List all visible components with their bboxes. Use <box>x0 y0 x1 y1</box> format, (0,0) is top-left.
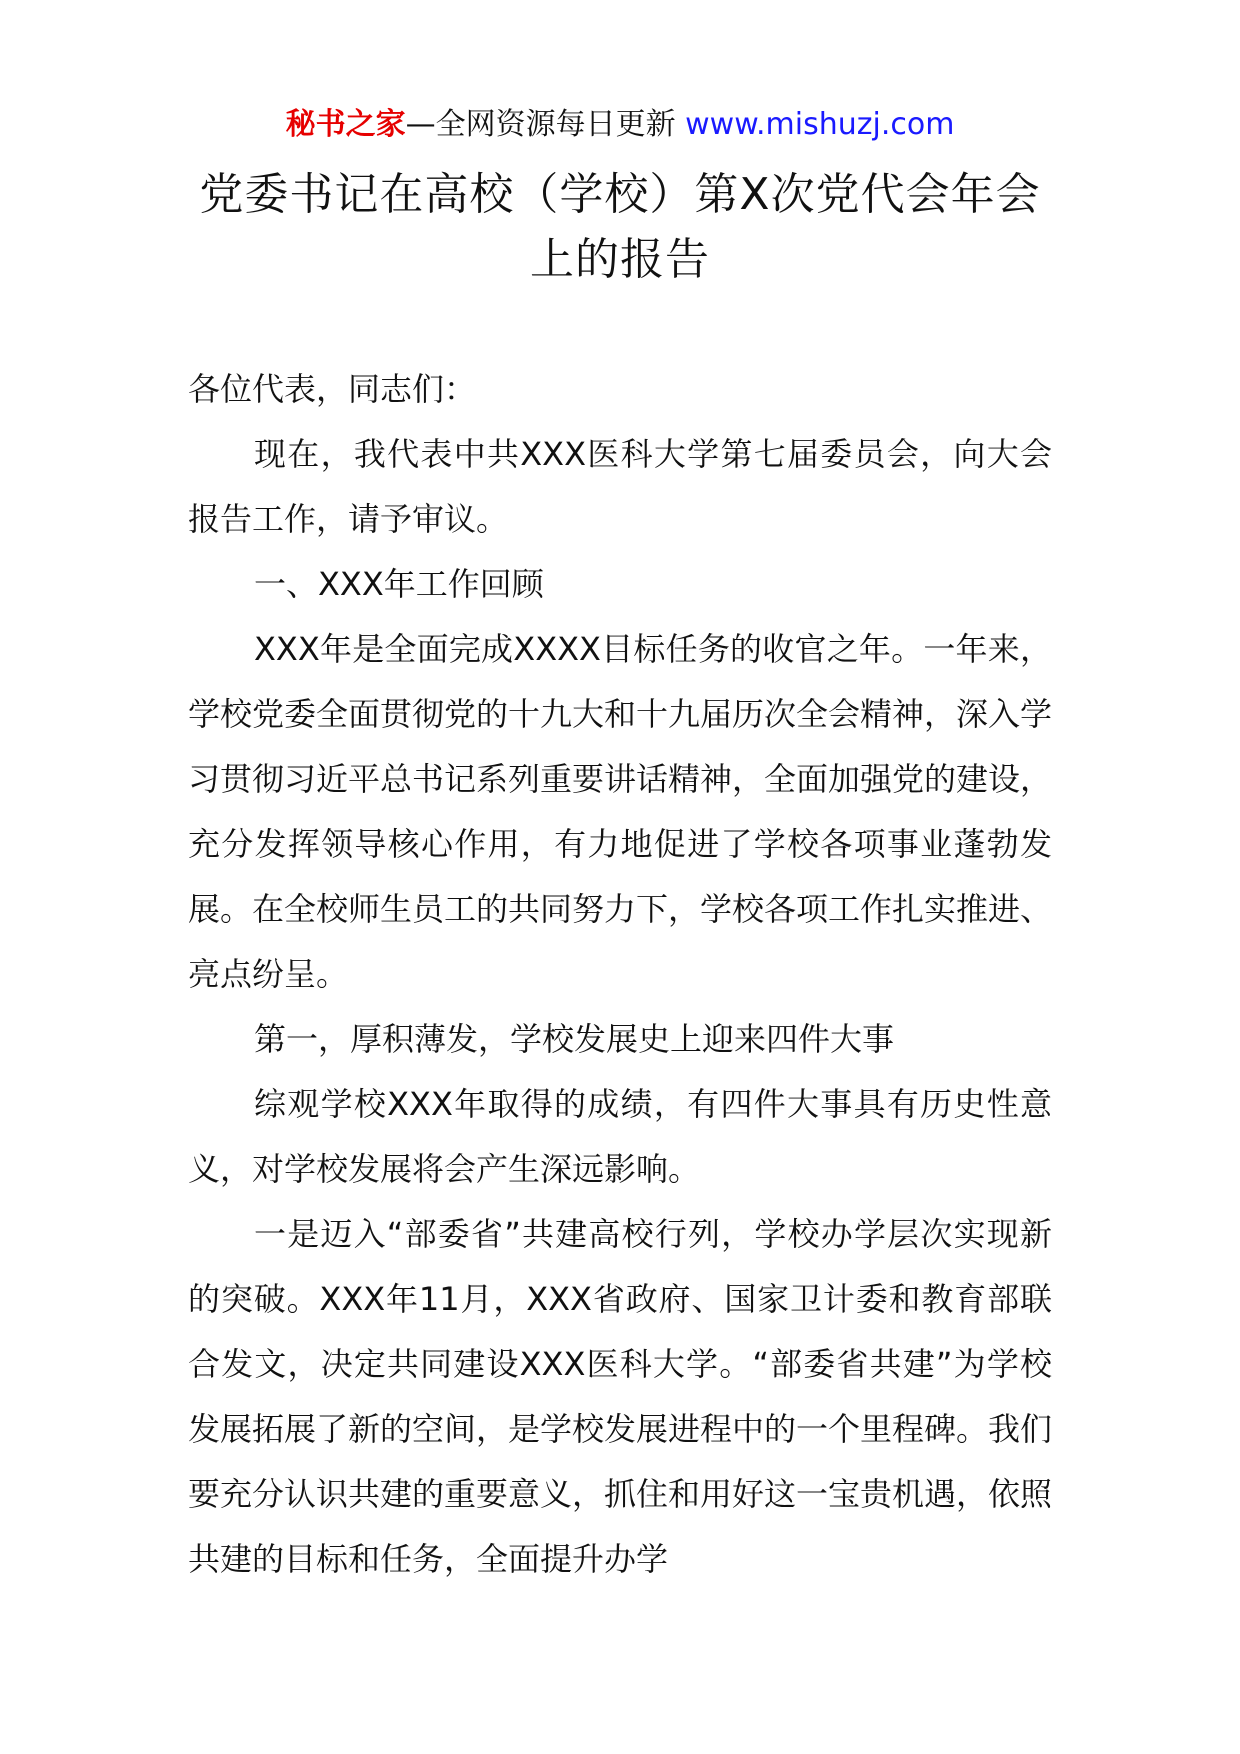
document-title: 党委书记在高校（学校）第X次党代会年会上的报告 <box>199 169 1041 285</box>
site-url-link[interactable]: www.mishuzj.com <box>685 107 955 142</box>
site-header <box>0 100 1240 150</box>
site-tagline: —全网资源每日更新 <box>405 107 686 142</box>
salutation: 各位代表，同志们： <box>188 370 477 408</box>
paragraph-summary: 综观学校XXX年取得的成绩，有四件大事具有历史性意义，对学校发展将会产生深远影响。 <box>188 1085 1052 1188</box>
paragraph-intro: 现在，我代表中共XXX医科大学第七届委员会，向大会报告工作，请予审议。 <box>188 435 1052 538</box>
document-body <box>188 357 1052 1592</box>
paragraph-first-event: 一是迈入“部委省”共建高校行列，学校办学层次实现新的突破。XXX年11月，XXX省政府、国家卫计委和教育部联合发文，决定共同建设XXX医科大学。“部委省共建”为学校发展拓展了新的空间，是学校发展进程中的一个里程碑。我们要充分认识共建的重要意义，抓住和用好这一宝贵机遇，依照共建的目标和任务，全面提升办学 <box>188 1215 1053 1578</box>
subsection-heading: 第一，厚积薄发，学校发展史上迎来四件大事 <box>254 1020 895 1058</box>
section-heading: 一、XXX年工作回顾 <box>254 565 544 603</box>
paragraph-review: XXX年是全面完成XXXX目标任务的收官之年。一年来，学校党委全面贯彻党的十九大和十九届历次全会精神，深入学习贯彻习近平总书记系列重要讲话精神，全面加强党的建设，充分发挥领导核心作用，有力地促进了学校各项事业蓬勃发展。在全校师生员工的共同努力下，学校各项工作扎实推进、亮点纷呈。 <box>188 630 1053 993</box>
brand-name: 秘书之家 <box>285 107 406 142</box>
